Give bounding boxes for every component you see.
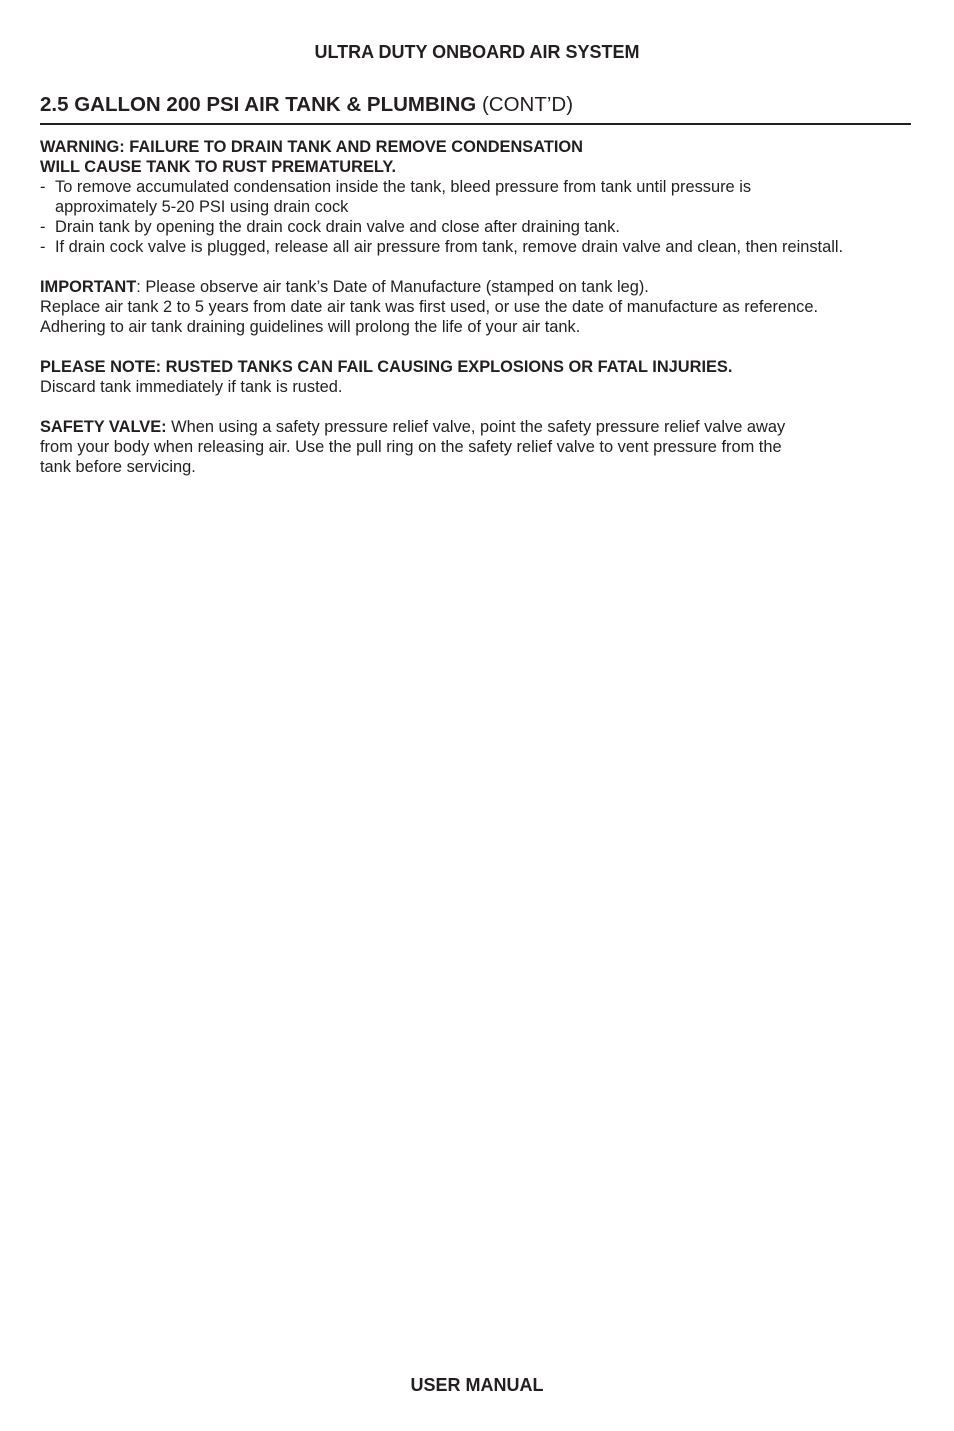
safety-valve-label: SAFETY VALVE: bbox=[40, 418, 167, 436]
please-note-block bbox=[40, 357, 920, 397]
page-footer: USER MANUAL bbox=[410, 1375, 544, 1395]
please-note-heading: PLEASE NOTE: RUSTED TANKS CAN FAIL CAUSING EXPLOSIONS OR FATAL INJURIES. bbox=[40, 358, 733, 376]
please-note-text: Discard tank immediately if tank is rusted. bbox=[40, 378, 343, 396]
important-text: : Please observe air tank’s Date of Manufacture (stamped on tank leg). bbox=[136, 278, 649, 296]
important-line2: Replace air tank 2 to 5 years from date air tank was first used, or use the date of manufacture as reference. bbox=[40, 298, 819, 316]
important-block bbox=[40, 277, 920, 337]
section-title-suffix: (CONT’D) bbox=[476, 93, 574, 116]
warning-heading-line2: WILL CAUSE TANK TO RUST PREMATURELY. bbox=[40, 158, 397, 176]
important-line1 bbox=[40, 277, 920, 297]
dash-bullet: - bbox=[40, 178, 46, 196]
warning-item-text: approximately 5-20 PSI using drain cock bbox=[55, 198, 349, 216]
dash-bullet: - bbox=[40, 238, 46, 256]
warning-list-item bbox=[40, 177, 920, 217]
safety-valve-line3: tank before servicing. bbox=[40, 458, 196, 476]
warning-block bbox=[40, 137, 920, 257]
section-title bbox=[40, 92, 911, 125]
safety-valve-line2: from your body when releasing air. Use the pull ring on the safety relief valve to vent pressure from the bbox=[40, 438, 782, 456]
warning-heading-line1: WARNING: FAILURE TO DRAIN TANK AND REMOVE CONDENSATION bbox=[40, 138, 584, 156]
section-title-main: 2.5 GALLON 200 PSI AIR TANK & PLUMBING bbox=[40, 93, 477, 116]
safety-valve-line1 bbox=[40, 417, 920, 437]
safety-valve-block bbox=[40, 417, 920, 477]
safety-valve-text: When using a safety pressure relief valve, point the safety pressure relief valve away bbox=[166, 418, 786, 436]
page-header: ULTRA DUTY ONBOARD AIR SYSTEM bbox=[314, 42, 640, 62]
important-line3: Adhering to air tank draining guidelines will prolong the life of your air tank. bbox=[40, 318, 581, 336]
warning-list-item bbox=[40, 237, 920, 257]
warning-item-text: To remove accumulated condensation inside the tank, bleed pressure from tank until pressure is bbox=[55, 178, 752, 196]
warning-item-text: If drain cock valve is plugged, release all air pressure from tank, remove drain valve and clean, then reinstall. bbox=[55, 238, 844, 256]
warning-item-text: Drain tank by opening the drain cock drain valve and close after draining tank. bbox=[55, 218, 620, 236]
content-body bbox=[40, 137, 920, 497]
dash-bullet: - bbox=[40, 218, 46, 236]
warning-list-item bbox=[40, 217, 920, 237]
important-label: IMPORTANT bbox=[40, 278, 137, 296]
